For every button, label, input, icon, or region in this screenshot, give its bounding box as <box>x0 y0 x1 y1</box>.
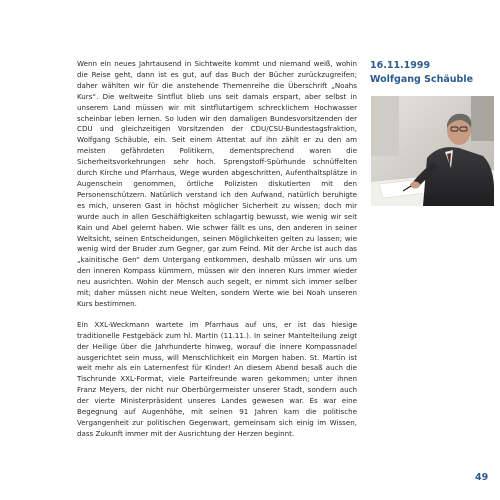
page-number: 49 <box>475 472 489 483</box>
event-date: 16.11.1999 <box>370 60 431 71</box>
paragraph-1: Wenn ein neues Jahrtausend in Sichtweite kommt und niemand weiß, wohin die Reise geht, dann ist es gut, auf das Buch der Bücher zurückzugreifen; daher wählten wir für die anstehende Themenreihe die Überschrift „Noahs Kurs“. Die weltweite Sintflut blieb uns seit damals erspart, aber selbst in unserem Land müssen wir mit sintflutartigem schrecklichem Hochwasser scheinbar leben lernen. So luden wir den damaligen Bundesvorsitzenden der CDU und gleichzeitigen Vorsitzenden der CDU/CSU-Bundestagsfraktion, Wolfgang Schäuble, ein. Seit einem Attentat auf ihn zählt er zu den am meisten gefährdeten Politikern, dementsprechend waren die Sicherheitsvorkehrungen sehr hoch. Sprengstoff-Spürhunde schnüffelten durch Kirche und Pfarrhaus, Wege wurden abgeschritten, Aufenthaltsplätze in Augenschein genommen, örtliche Polizisten diskutierten mit den Personenschützern. Natürlich verstand ich den Aufwand, natürlich beruhigte es mich, unseren Gast in höchst möglicher Sicherheit zu wissen; doch mir wurde auch in allen Geschäftigkeiten schlagartig bewusst, wie wenig wir seit Kain und Abel gelernt haben. Wie schwer fällt es uns, den anderen in seiner Weltsicht, seinen Entscheidungen, seinen Möglichkeiten gelten zu lassen; wie wenig wird der Bruder zum Gegner, gar zum Feind. Mit der Arche ist auch das „kainitische Gen“ dem Untergang entkommen, deshalb müssen wir uns um den inneren Kompass kümmern, müssen wir den inneren Kurs immer wieder neu ausrichten. Wohin der Mensch auch segelt, er nimmt sich immer selber mit; daher müssen nicht neue Welten, sondern Werte wie bei Noah unseren Kurs bestimmen. <box>77 59 357 308</box>
guest-name: Wolfgang Schäuble <box>370 74 474 85</box>
portrait-photo-graphic <box>371 96 494 206</box>
portrait-photo <box>371 96 494 206</box>
sidebar-caption <box>370 59 485 87</box>
main-text-column <box>77 59 357 450</box>
paragraph-2: Ein XXL-Weckmann wartete im Pfarrhaus auf uns, er ist das hiesige traditionelle Festgebäck zum hl. Martin (11.11.). In seiner Mantelteilung zeigt der Heilige über die Jahrhunderte hinweg, worauf die innere Kompassnadel ausgerichtet sein muss, will Menschlichkeit ein Morgen haben. St. Martin ist weit mehr als ein Laternenfest für Kinder! An diesem Abend besaß auch die Tischrunde XXL-Format, viele Parteifreunde waren gekommen; unter ihnen Franz Meyers, der nicht nur Oberbürgermeister unserer Stadt, sondern auch der vierte Ministerpräsident unseres Landes gewesen war. Es war eine Begegnung auf Augenhöhe, mit seinen 91 Jahren kam die politische Vergangenheit zur politischen Gegenwart, gemeinsam sich einig im Wissen, dass Zukunft immer mit der Ausrichtung der Herzen beginnt. <box>77 319 357 438</box>
